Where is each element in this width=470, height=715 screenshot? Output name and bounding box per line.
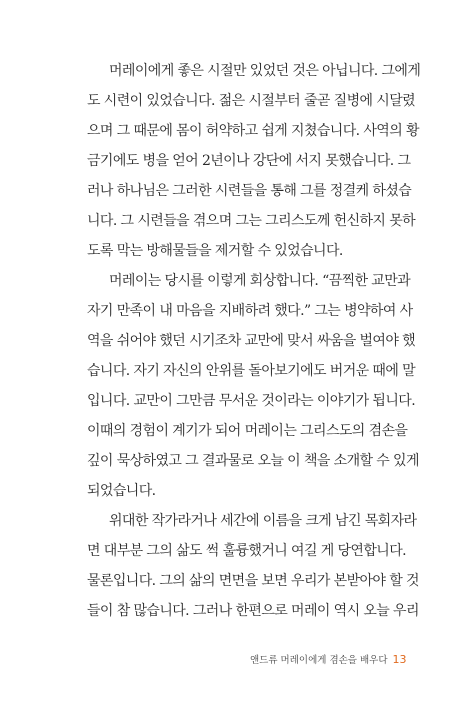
body-line: 머레이는 당시를 이렇게 회상합니다. “끔찍한 교만과 — [109, 273, 411, 289]
body-line: 자기 만족이 내 마음을 지배하려 했다.” 그는 병약하여 사 — [87, 303, 413, 319]
body-line: 되었습니다. — [87, 483, 156, 499]
body-line: 이때의 경험이 계기가 되어 머레이는 그리스도의 겸손을 — [87, 423, 408, 439]
body-line: 들이 참 많습니다. 그러나 한편으로 머레이 역시 오늘 우리 — [87, 603, 419, 619]
body-line: 입니다. 교만이 그만큼 무서운 것이라는 이야기가 됩니다. — [87, 393, 416, 409]
page-number: 13 — [392, 653, 407, 666]
body-line: 도 시련이 있었습니다. 젊은 시절부터 줄곧 질병에 시달렸 — [87, 93, 416, 109]
body-line: 면 대부분 그의 삶도 썩 훌륭했거니 여길 게 당연합니다. — [87, 543, 406, 559]
body-line: 도록 막는 방해물들을 제거할 수 있었습니다. — [87, 243, 343, 259]
body-line: 역을 쉬어야 했던 시기조차 교만에 맞서 싸움을 벌여야 했 — [87, 333, 416, 349]
body-line: 금기에도 병을 얻어 2년이나 강단에 서지 못했습니다. 그 — [87, 153, 411, 169]
body-line: 물론입니다. 그의 삶의 면면을 보면 우리가 본받아야 할 것 — [87, 573, 419, 589]
body-line: 으며 그 때문에 몸이 허약하고 쉽게 지쳤습니다. 사역의 황 — [87, 123, 419, 139]
body-line: 습니다. 자기 자신의 안위를 돌아보기에도 버거운 때에 말 — [87, 363, 416, 379]
body-line: 머레이에게 좋은 시절만 있었던 것은 아닙니다. 그에게 — [109, 63, 421, 79]
page-footer — [250, 650, 407, 670]
running-title: 앤드류 머레이에게 겸손을 배우다 — [250, 655, 388, 666]
body-line: 니다. 그 시련들을 겪으며 그는 그리스도께 헌신하지 못하 — [87, 213, 416, 229]
body-line: 깊이 묵상하였고 그 결과물로 오늘 이 책을 소개할 수 있게 — [87, 453, 419, 469]
body-line: 위대한 작가라거나 세간에 이름을 크게 남긴 목회자라 — [109, 513, 417, 529]
body-line: 러나 하나님은 그러한 시련들을 통해 그를 정결케 하셨습 — [87, 183, 412, 199]
